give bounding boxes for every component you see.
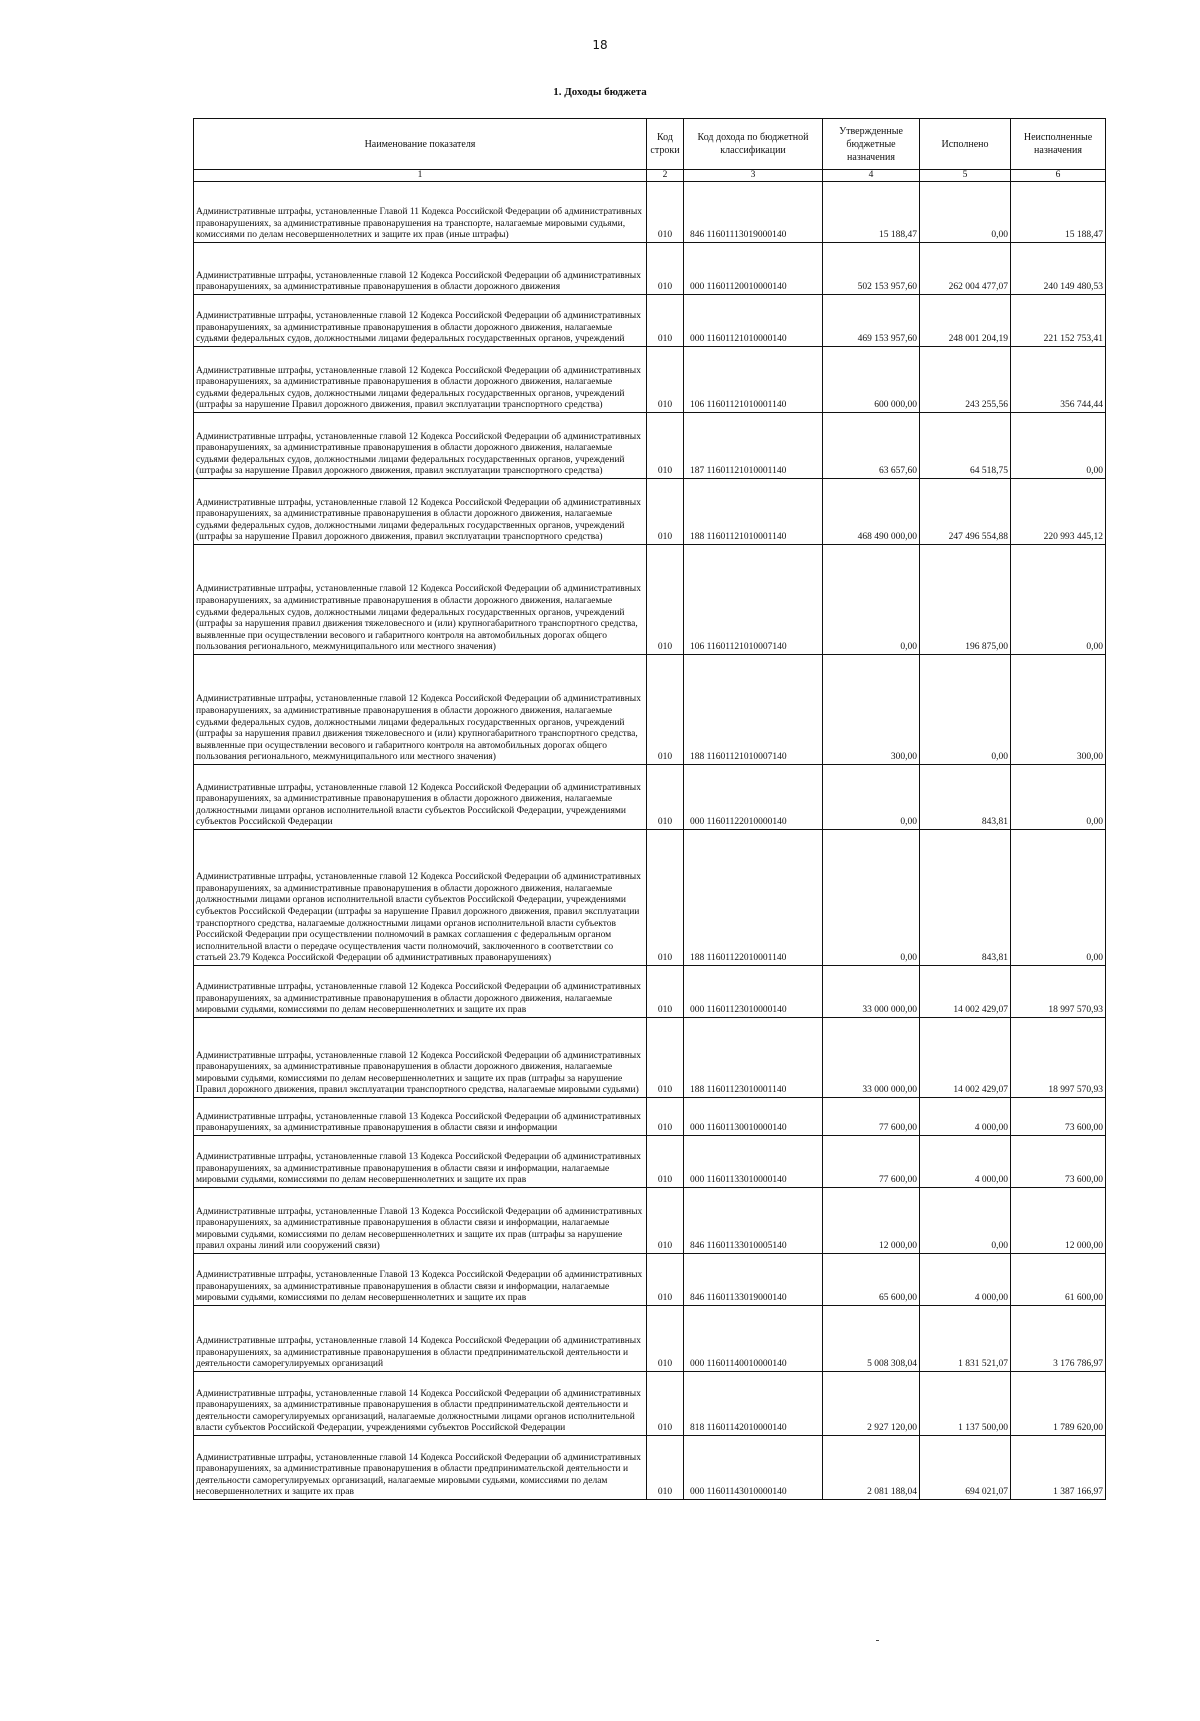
income-table	[193, 118, 1106, 1500]
row-approved: 0,00	[823, 765, 920, 830]
row-income-code: 187 11601121010001140	[684, 413, 823, 479]
row-unexecuted: 12 000,00	[1011, 1188, 1106, 1254]
row-income-code: 000 11601121010000140	[684, 295, 823, 347]
row-unexecuted: 0,00	[1011, 765, 1106, 830]
row-approved: 77 600,00	[823, 1136, 920, 1188]
row-approved: 0,00	[823, 545, 920, 655]
row-name: Административные штрафы, установленные главой 12 Кодекса Российской Федерации об административных правонарушениях, за административные правонарушения в области дорожного движения, налагаемые мировыми судьями, комиссиями по делам несовершеннолетних и защите их прав	[194, 966, 647, 1018]
row-executed: 0,00	[920, 655, 1011, 765]
table-row	[194, 479, 1106, 545]
row-unexecuted: 73 600,00	[1011, 1098, 1106, 1136]
column-number: 2	[647, 170, 684, 182]
row-line-code: 010	[647, 1098, 684, 1136]
table-row	[194, 1136, 1106, 1188]
row-executed: 4 000,00	[920, 1136, 1011, 1188]
row-approved: 2 927 120,00	[823, 1372, 920, 1436]
row-name: Административные штрафы, установленные главой 12 Кодекса Российской Федерации об административных правонарушениях, за административные правонарушения в области дорожного движения, налагаемые должностными лицами органов исполнительной власти субъектов Российской Федерации, учреждениями субъектов Российской Федерации	[194, 765, 647, 830]
row-executed: 0,00	[920, 182, 1011, 243]
page-number: 18	[592, 38, 608, 52]
row-income-code: 846 11601113019000140	[684, 182, 823, 243]
row-executed: 4 000,00	[920, 1254, 1011, 1306]
table-row	[194, 545, 1106, 655]
row-unexecuted: 73 600,00	[1011, 1136, 1106, 1188]
row-name: Административные штрафы, установленные главой 12 Кодекса Российской Федерации об административных правонарушениях, за административные правонарушения в области дорожного движения, налагаемые судьями федеральных судов, должностными лицами федеральных государственных органов, учреждений (штрафы за нарушения правил движения тяжеловесного и (или) крупногабаритного транспортного средства, выявленные при осуществлении весового и габаритного контроля на автомобильных дорогах общего пользования регионального, межмуниципального или местного значения)	[194, 545, 647, 655]
row-name: Административные штрафы, установленные главой 12 Кодекса Российской Федерации об административных правонарушениях, за административные правонарушения в области дорожного движения, налагаемые судьями федеральных судов, должностными лицами федеральных государственных органов, учреждений (штрафы за нарушения правил движения тяжеловесного и (или) крупногабаритного транспортного средства, выявленные при осуществлении весового и габаритного контроля на автомобильных дорогах общего пользования регионального, межмуниципального или местного значения)	[194, 655, 647, 765]
row-income-code: 188 11601123010001140	[684, 1018, 823, 1098]
row-line-code: 010	[647, 966, 684, 1018]
table-row	[194, 1372, 1106, 1436]
row-line-code: 010	[647, 830, 684, 966]
row-name: Административные штрафы, установленные главой 13 Кодекса Российской Федерации об административных правонарушениях, за административные правонарушения в области связи и информации, налагаемые мировыми судьями, комиссиями по делам несовершеннолетних и защите их прав	[194, 1136, 647, 1188]
row-income-code: 188 11601121010001140	[684, 479, 823, 545]
row-line-code: 010	[647, 545, 684, 655]
row-name: Административные штрафы, установленные главой 12 Кодекса Российской Федерации об административных правонарушениях, за административные правонарушения в области дорожного движения, налагаемые судьями федеральных судов, должностными лицами федеральных государственных органов, учреждений (штрафы за нарушение Правил дорожного движения, правил эксплуатации транспортного средства)	[194, 347, 647, 413]
row-income-code: 818 11601142010000140	[684, 1372, 823, 1436]
row-unexecuted: 0,00	[1011, 413, 1106, 479]
table-row	[194, 1018, 1106, 1098]
row-income-code: 000 11601140010000140	[684, 1306, 823, 1372]
row-income-code: 188 11601121010007140	[684, 655, 823, 765]
row-income-code: 846 11601133019000140	[684, 1254, 823, 1306]
header-row	[194, 119, 1106, 170]
row-name: Административные штрафы, установленные главой 12 Кодекса Российской Федерации об административных правонарушениях, за административные правонарушения в области дорожного движения, налагаемые судьями федеральных судов, должностными лицами федеральных государственных органов, учреждений (штрафы за нарушение Правил дорожного движения, правил эксплуатации транспортного средства)	[194, 413, 647, 479]
row-name: Административные штрафы, установленные главой 12 Кодекса Российской Федерации об административных правонарушениях, за административные правонарушения в области дорожного движения, налагаемые мировыми судьями, комиссиями по делам несовершеннолетних и защите их прав (штрафы за нарушение Правил дорожного движения, правил эксплуатации транспортного средства, налагаемые мировыми судьями)	[194, 1018, 647, 1098]
table-row	[194, 1098, 1106, 1136]
row-unexecuted: 1 789 620,00	[1011, 1372, 1106, 1436]
stray-mark	[876, 1640, 879, 1641]
table-row	[194, 830, 1106, 966]
row-income-code: 000 11601133010000140	[684, 1136, 823, 1188]
row-executed: 243 255,56	[920, 347, 1011, 413]
header-line-code: Код строки	[647, 119, 684, 170]
table-row	[194, 1188, 1106, 1254]
row-line-code: 010	[647, 1188, 684, 1254]
row-approved: 469 153 957,60	[823, 295, 920, 347]
row-approved: 5 008 308,04	[823, 1306, 920, 1372]
table-row	[194, 243, 1106, 295]
row-unexecuted: 18 997 570,93	[1011, 966, 1106, 1018]
row-line-code: 010	[647, 413, 684, 479]
row-income-code: 106 11601121010001140	[684, 347, 823, 413]
column-number: 4	[823, 170, 920, 182]
row-income-code: 000 11601130010000140	[684, 1098, 823, 1136]
table-row	[194, 295, 1106, 347]
row-name: Административные штрафы, установленные Главой 11 Кодекса Российской Федерации об административных правонарушениях, за административные правонарушения на транспорте, налагаемые мировыми судьями, комиссиями по делам несовершеннолетних и защите их прав (иные штрафы)	[194, 182, 647, 243]
row-line-code: 010	[647, 243, 684, 295]
row-unexecuted: 300,00	[1011, 655, 1106, 765]
row-approved: 65 600,00	[823, 1254, 920, 1306]
row-unexecuted: 18 997 570,93	[1011, 1018, 1106, 1098]
row-name: Административные штрафы, установленные Главой 13 Кодекса Российской Федерации об административных правонарушениях, за административные правонарушения в области связи и информации, налагаемые мировыми судьями, комиссиями по делам несовершеннолетних и защите их прав	[194, 1254, 647, 1306]
table-body	[194, 182, 1106, 1500]
row-executed: 694 021,07	[920, 1436, 1011, 1500]
row-executed: 14 002 429,07	[920, 966, 1011, 1018]
row-executed: 4 000,00	[920, 1098, 1011, 1136]
row-name: Административные штрафы, установленные главой 14 Кодекса Российской Федерации об административных правонарушениях, за административные правонарушения в области предпринимательской деятельности и деятельности саморегулируемых организаций	[194, 1306, 647, 1372]
row-unexecuted: 220 993 445,12	[1011, 479, 1106, 545]
row-approved: 33 000 000,00	[823, 1018, 920, 1098]
header-income-code: Код дохода по бюджетной классификации	[684, 119, 823, 170]
row-approved: 77 600,00	[823, 1098, 920, 1136]
row-income-code: 846 11601133010005140	[684, 1188, 823, 1254]
column-number: 6	[1011, 170, 1106, 182]
header-unexecuted: Неисполненные назначения	[1011, 119, 1106, 170]
row-line-code: 010	[647, 1306, 684, 1372]
row-approved: 63 657,60	[823, 413, 920, 479]
table-row	[194, 655, 1106, 765]
row-line-code: 010	[647, 765, 684, 830]
row-line-code: 010	[647, 347, 684, 413]
row-name: Административные штрафы, установленные главой 13 Кодекса Российской Федерации об административных правонарушениях, за административные правонарушения в области связи и информации	[194, 1098, 647, 1136]
row-unexecuted: 1 387 166,97	[1011, 1436, 1106, 1500]
row-approved: 33 000 000,00	[823, 966, 920, 1018]
row-line-code: 010	[647, 295, 684, 347]
row-name: Административные штрафы, установленные главой 14 Кодекса Российской Федерации об административных правонарушениях, за административные правонарушения в области предпринимательской деятельности и деятельности саморегулируемых организаций, налагаемые должностными лицами органов исполнительной власти субъектов Российской Федерации, учреждениями субъектов Российской Федерации	[194, 1372, 647, 1436]
table-row	[194, 413, 1106, 479]
row-unexecuted: 61 600,00	[1011, 1254, 1106, 1306]
table-row	[194, 182, 1106, 243]
table-row	[194, 765, 1106, 830]
row-line-code: 010	[647, 655, 684, 765]
row-income-code: 106 11601121010007140	[684, 545, 823, 655]
row-executed: 0,00	[920, 1188, 1011, 1254]
column-number: 1	[194, 170, 647, 182]
row-unexecuted: 0,00	[1011, 545, 1106, 655]
row-income-code: 000 11601143010000140	[684, 1436, 823, 1500]
row-name: Административные штрафы, установленные главой 14 Кодекса Российской Федерации об административных правонарушениях, за административные правонарушения в области предпринимательской деятельности и деятельности саморегулируемых организаций, налагаемые мировыми судьями, комиссиями по делам несовершеннолетних и защите их прав	[194, 1436, 647, 1500]
column-number: 5	[920, 170, 1011, 182]
table-row	[194, 347, 1106, 413]
row-executed: 262 004 477,07	[920, 243, 1011, 295]
row-executed: 1 137 500,00	[920, 1372, 1011, 1436]
row-name: Административные штрафы, установленные главой 12 Кодекса Российской Федерации об административных правонарушениях, за административные правонарушения в области дорожного движения, налагаемые судьями федеральных судов, должностными лицами федеральных государственных органов, учреждений	[194, 295, 647, 347]
row-line-code: 010	[647, 479, 684, 545]
row-approved: 15 188,47	[823, 182, 920, 243]
row-approved: 2 081 188,04	[823, 1436, 920, 1500]
row-name: Административные штрафы, установленные главой 12 Кодекса Российской Федерации об административных правонарушениях, за административные правонарушения в области дорожного движения	[194, 243, 647, 295]
row-executed: 14 002 429,07	[920, 1018, 1011, 1098]
row-line-code: 010	[647, 1372, 684, 1436]
section-title: 1. Доходы бюджета	[553, 86, 647, 98]
row-approved: 12 000,00	[823, 1188, 920, 1254]
row-line-code: 010	[647, 1254, 684, 1306]
row-approved: 300,00	[823, 655, 920, 765]
row-executed: 1 831 521,07	[920, 1306, 1011, 1372]
row-executed: 196 875,00	[920, 545, 1011, 655]
row-unexecuted: 356 744,44	[1011, 347, 1106, 413]
row-name: Административные штрафы, установленные Главой 13 Кодекса Российской Федерации об административных правонарушениях, за административные правонарушения в области связи и информации, налагаемые мировыми судьями, комиссиями по делам несовершеннолетних и защите их прав (штрафы за нарушение правил охраны линий или сооружений связи)	[194, 1188, 647, 1254]
row-line-code: 010	[647, 1018, 684, 1098]
header-approved: Утвержденные бюджетные назначения	[823, 119, 920, 170]
row-executed: 64 518,75	[920, 413, 1011, 479]
table-row	[194, 1436, 1106, 1500]
row-unexecuted: 3 176 786,97	[1011, 1306, 1106, 1372]
row-name: Административные штрафы, установленные главой 12 Кодекса Российской Федерации об административных правонарушениях, за административные правонарушения в области дорожного движения, налагаемые судьями федеральных судов, должностными лицами федеральных государственных органов, учреждений (штрафы за нарушение Правил дорожного движения, правил эксплуатации транспортного средства)	[194, 479, 647, 545]
table-row	[194, 1306, 1106, 1372]
header-indicator-name: Наименование показателя	[194, 119, 647, 170]
row-executed: 843,81	[920, 765, 1011, 830]
row-executed: 247 496 554,88	[920, 479, 1011, 545]
header-executed: Исполнено	[920, 119, 1011, 170]
row-line-code: 010	[647, 1436, 684, 1500]
row-line-code: 010	[647, 1136, 684, 1188]
row-unexecuted: 0,00	[1011, 830, 1106, 966]
row-executed: 248 001 204,19	[920, 295, 1011, 347]
row-income-code: 000 11601120010000140	[684, 243, 823, 295]
row-income-code: 188 11601122010001140	[684, 830, 823, 966]
row-name: Административные штрафы, установленные главой 12 Кодекса Российской Федерации об административных правонарушениях, за административные правонарушения в области дорожного движения, налагаемые должностными лицами органов исполнительной власти субъектов Российской Федерации, учреждениями субъектов Российской Федерации (штрафы за нарушение Правил дорожного движения, правил эксплуатации транспортного средства, налагаемые должностными лицами органов исполнительной власти субъектов Российской Федерации при осуществлении полномочий в рамках соглашения с федеральным органом исполнительной власти о передаче осуществления части полномочий, заключенного в соответствии со статьей 23.79 Кодекса Российской Федерации об административных правонарушениях)	[194, 830, 647, 966]
row-unexecuted: 15 188,47	[1011, 182, 1106, 243]
row-unexecuted: 240 149 480,53	[1011, 243, 1106, 295]
row-approved: 600 000,00	[823, 347, 920, 413]
row-income-code: 000 11601123010000140	[684, 966, 823, 1018]
row-approved: 502 153 957,60	[823, 243, 920, 295]
table-row	[194, 1254, 1106, 1306]
row-income-code: 000 11601122010000140	[684, 765, 823, 830]
row-approved: 0,00	[823, 830, 920, 966]
row-line-code: 010	[647, 182, 684, 243]
table-row	[194, 966, 1106, 1018]
column-number-row	[194, 170, 1106, 182]
column-number: 3	[684, 170, 823, 182]
row-unexecuted: 221 152 753,41	[1011, 295, 1106, 347]
row-approved: 468 490 000,00	[823, 479, 920, 545]
row-executed: 843,81	[920, 830, 1011, 966]
